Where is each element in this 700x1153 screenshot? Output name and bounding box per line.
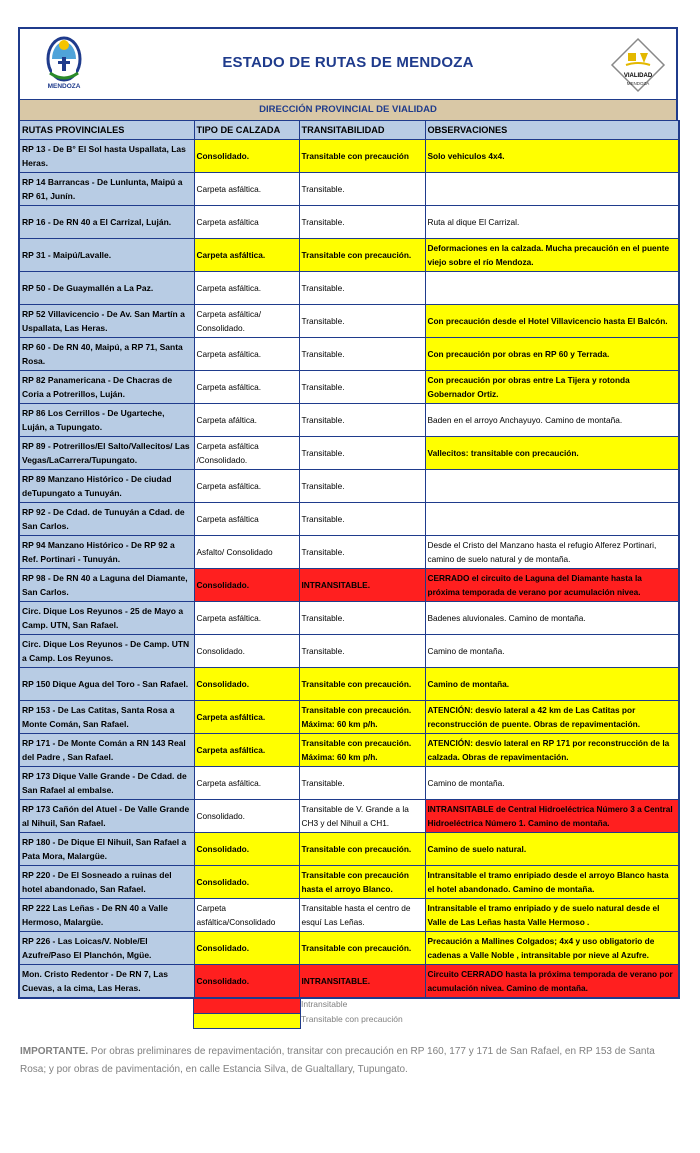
traffic-status-cell: Transitable. <box>299 767 425 800</box>
observations-cell: Camino de montaña. <box>425 767 679 800</box>
table-row <box>19 404 679 437</box>
route-name-cell: RP 86 Los Cerrillos - De Ugarteche, Luján, a Tupungato. <box>19 404 194 437</box>
route-name-cell: RP 171 - De Monte Comán a RN 143 Real del Padre , San Rafael. <box>19 734 194 767</box>
surface-type-cell: Carpeta asfáltica. <box>194 602 299 635</box>
surface-type-cell: Carpeta asfáltica. <box>194 173 299 206</box>
route-name-cell: RP 180 - De Dique El Nihuil, San Rafael a Pata Mora, Malargüe. <box>19 833 194 866</box>
route-name-cell: Mon. Cristo Redentor - De RN 7, Las Cuevas, a la cima, Las Heras. <box>19 965 194 998</box>
legend-swatch-red <box>193 998 301 1014</box>
table-header-row <box>19 121 679 140</box>
observations-cell: Ruta al dique El Carrizal. <box>425 206 679 239</box>
route-name-cell: RP 89 - Potrerillos/El Salto/Vallecitos/ Las Vegas/LaCarrera/Tupungato. <box>19 437 194 470</box>
route-name-cell: RP 150 Dique Agua del Toro - San Rafael. <box>19 668 194 701</box>
observations-cell: Circuito CERRADO hasta la próxima temporada de verano por acumulación nivea. Camino de montaña. <box>425 965 679 998</box>
observations-cell: INTRANSITABLE de Central Hidroeléctrica Número 3 a Central Hidroeléctrica Número 1. Camino de montaña. <box>425 800 679 833</box>
table-row <box>19 569 679 602</box>
vialidad-logo-subcaption: MENDOZA <box>626 81 650 86</box>
surface-type-cell: Asfalto/ Consolidado <box>194 536 299 569</box>
table-row <box>19 602 679 635</box>
traffic-status-cell: Transitable. <box>299 338 425 371</box>
surface-type-cell: Carpeta asfáltica <box>194 503 299 536</box>
observations-cell: Camino de montaña. <box>425 635 679 668</box>
surface-type-cell: Carpeta asfáltica. <box>194 470 299 503</box>
route-name-cell: RP 222 Las Leñas - De RN 40 a Valle Hermoso, Malargüe. <box>19 899 194 932</box>
table-row <box>19 899 679 932</box>
traffic-status-cell: Transitable. <box>299 272 425 305</box>
surface-type-cell: Carpeta asfáltica /Consolidado. <box>194 437 299 470</box>
observations-cell: Con precaución desde el Hotel Villavicencio hasta El Balcón. <box>425 305 679 338</box>
table-row <box>19 932 679 965</box>
route-name-cell: Circ. Dique Los Reyunos - 25 de Mayo a Camp. UTN, San Rafael. <box>19 602 194 635</box>
traffic-status-cell: Transitable. <box>299 437 425 470</box>
vialidad-logo <box>610 37 666 93</box>
table-row <box>19 866 679 899</box>
traffic-status-cell: Transitable. <box>299 602 425 635</box>
traffic-status-cell: Transitable con precaución hasta el arroyo Blanco. <box>299 866 425 899</box>
surface-type-cell: Carpeta asfáltica. <box>194 338 299 371</box>
route-name-cell: RP 52 Villavicencio - De Av. San Martín a Uspallata, Las Heras. <box>19 305 194 338</box>
surface-type-cell: Consolidado. <box>194 569 299 602</box>
surface-type-cell: Carpeta asfáltica. <box>194 734 299 767</box>
surface-type-cell: Consolidado. <box>194 965 299 998</box>
observations-cell: Con precaución por obras entre La Tijera y rotonda Gobernador Ortiz. <box>425 371 679 404</box>
route-name-cell: RP 13 - De B° El Sol hasta Uspallata, Las Heras. <box>19 140 194 173</box>
table-row <box>19 239 679 272</box>
route-name-cell: RP 98 - De RN 40 a Laguna del Diamante, San Carlos. <box>19 569 194 602</box>
route-name-cell: Circ. Dique Los Reyunos - De Camp. UTN a Camp. Los Reyunos. <box>19 635 194 668</box>
table-row <box>19 833 679 866</box>
observations-cell: ATENCIÓN: desvío lateral a 42 km de Las Catitas por reconstrucción de puente. Obras de repavimentación. <box>425 701 679 734</box>
legend-swatch-yellow <box>193 1013 301 1029</box>
route-name-cell: RP 173 Dique Valle Grande - De Cdad. de San Rafael al embalse. <box>19 767 194 800</box>
traffic-status-cell: Transitable con precaución. <box>299 239 425 272</box>
route-name-cell: RP 16 - De RN 40 a El Carrizal, Luján. <box>19 206 194 239</box>
traffic-status-cell: Transitable. <box>299 635 425 668</box>
route-name-cell: RP 31 - Maipú/Lavalle. <box>19 239 194 272</box>
traffic-status-cell: Transitable hasta el centro de esquí Las Leñas. <box>299 899 425 932</box>
table-row <box>19 767 679 800</box>
table-row <box>19 635 679 668</box>
observations-cell: Desde el Cristo del Manzano hasta el refugio Alferez Portinari, camino de suelo natural y de montaña. <box>425 536 679 569</box>
route-name-cell: RP 60 - De RN 40, Maipú, a RP 71, Santa Rosa. <box>19 338 194 371</box>
observations-cell: Precaución a Mallines Colgados; 4x4 y uso obligatorio de cadenas a Valle Noble , intransitable por nieve al Azufre. <box>425 932 679 965</box>
traffic-status-cell: Transitable. <box>299 470 425 503</box>
surface-type-cell: Consolidado. <box>194 635 299 668</box>
observations-cell: Camino de montaña. <box>425 668 679 701</box>
surface-type-cell: Carpeta afáltica. <box>194 404 299 437</box>
table-row <box>19 272 679 305</box>
table-row <box>19 173 679 206</box>
route-name-cell: RP 82 Panamericana - De Chacras de Coria a Potrerillos, Luján. <box>19 371 194 404</box>
legend-label: Intransitable <box>301 999 348 1009</box>
surface-type-cell: Consolidado. <box>194 932 299 965</box>
report-frame <box>18 27 678 999</box>
route-name-cell: RP 220 - De El Sosneado a ruinas del hotel abandonado, San Rafael. <box>19 866 194 899</box>
table-row <box>19 503 679 536</box>
surface-type-cell: Carpeta asfáltica/Consolidado <box>194 899 299 932</box>
surface-type-cell: Carpeta asfáltica. <box>194 701 299 734</box>
observations-cell: Con precaución por obras en RP 60 y Terrada. <box>425 338 679 371</box>
important-note-lead: IMPORTANTE. <box>20 1046 89 1057</box>
surface-type-cell: Consolidado. <box>194 800 299 833</box>
traffic-status-cell: Transitable con precaución. Máxima: 60 km p/h. <box>299 734 425 767</box>
important-note-text: Por obras preliminares de repavimentación, transitar con precaución en RP 160, 177 y 171 de San Rafael, en RP 153 de Santa Rosa; y por obras de pavimentación, en calle Estancia Silva, de Gualtallary, Tupungato. <box>20 1046 655 1075</box>
traffic-status-cell: Transitable. <box>299 404 425 437</box>
traffic-status-cell: Transitable. <box>299 305 425 338</box>
table-row <box>19 437 679 470</box>
route-name-cell: RP 153 - De Las Catitas, Santa Rosa a Monte Comán, San Rafael. <box>19 701 194 734</box>
surface-type-cell: Carpeta asfáltica. <box>194 767 299 800</box>
department-band: DIRECCIÓN PROVINCIAL DE VIALIDAD <box>18 100 678 120</box>
traffic-status-cell: Transitable de V. Grande a la CH3 y del Nihuil a CH1. <box>299 800 425 833</box>
surface-type-cell: Consolidado. <box>194 866 299 899</box>
traffic-status-cell: Transitable. <box>299 173 425 206</box>
table-row <box>19 470 679 503</box>
observations-cell: ATENCIÓN: desvío lateral en RP 171 por reconstrucción de la calzada. Obras de repavimentación. <box>425 734 679 767</box>
routes-table <box>18 120 680 999</box>
traffic-status-cell: Transitable. <box>299 206 425 239</box>
observations-cell: CERRADO el circuito de Laguna del Diamante hasta la próxima temporada de verano por acumulación nivea. <box>425 569 679 602</box>
surface-type-cell: Consolidado. <box>194 140 299 173</box>
report-header <box>18 27 678 100</box>
surface-type-cell: Carpeta asfáltica/ Consolidado. <box>194 305 299 338</box>
traffic-status-cell: Transitable con precaución <box>299 140 425 173</box>
observations-cell: Intransitable el tramo enripiado desde el arroyo Blanco hasta el hotel abandonado. Camino de montaña. <box>425 866 679 899</box>
surface-type-cell: Carpeta asfáltica. <box>194 371 299 404</box>
surface-type-cell: Consolidado. <box>194 833 299 866</box>
observations-cell: Intransitable el tramo enripiado y de suelo natural desde el Valle de Las Leñas hasta Valle Hermoso . <box>425 899 679 932</box>
observations-cell <box>425 470 679 503</box>
observations-cell: Vallecitos: transitable con precaución. <box>425 437 679 470</box>
page-title: ESTADO DE RUTAS DE MENDOZA <box>222 54 474 71</box>
surface-type-cell: Consolidado. <box>194 668 299 701</box>
observations-cell <box>425 272 679 305</box>
traffic-status-cell: Transitable. <box>299 536 425 569</box>
traffic-status-cell: Transitable con precaución. <box>299 833 425 866</box>
traffic-status-cell: INTRANSITABLE. <box>299 965 425 998</box>
traffic-status-cell: Transitable. <box>299 503 425 536</box>
table-row <box>19 371 679 404</box>
route-name-cell: RP 89 Manzano Histórico - De ciudad deTupungato a Tunuyán. <box>19 470 194 503</box>
observations-cell: Badenes aluvionales. Camino de montaña. <box>425 602 679 635</box>
table-row <box>19 305 679 338</box>
important-note <box>20 1043 680 1079</box>
column-header-routes: RUTAS PROVINCIALES <box>19 121 194 140</box>
column-header-notes: OBSERVACIONES <box>425 121 679 140</box>
vialidad-logo-caption: VIALIDAD <box>623 73 653 79</box>
route-name-cell: RP 226 - Las Loicas/V. Noble/El Azufre/Paso El Planchón, Mgüe. <box>19 932 194 965</box>
observations-cell <box>425 503 679 536</box>
observations-cell: Camino de suelo natural. <box>425 833 679 866</box>
surface-type-cell: Carpeta asfáltica. <box>194 272 299 305</box>
observations-cell: Baden en el arroyo Anchayuyo. Camino de montaña. <box>425 404 679 437</box>
mendoza-logo-caption: MENDOZA <box>47 83 81 90</box>
traffic-status-cell: Transitable con precaución. <box>299 668 425 701</box>
route-name-cell: RP 50 - De Guaymallén a La Paz. <box>19 272 194 305</box>
surface-type-cell: Carpeta asfáltica <box>194 206 299 239</box>
traffic-status-cell: Transitable. <box>299 371 425 404</box>
traffic-status-cell: INTRANSITABLE. <box>299 569 425 602</box>
traffic-status-cell: Transitable con precaución. <box>299 932 425 965</box>
legend-label: Transitable con precaución <box>301 1014 403 1024</box>
table-row <box>19 734 679 767</box>
route-name-cell: RP 92 - De Cdad. de Tunuyán a Cdad. de San Carlos. <box>19 503 194 536</box>
table-row <box>19 140 679 173</box>
table-row <box>19 668 679 701</box>
route-name-cell: RP 14 Barrancas - De Lunlunta, Maipú a RP 61, Junín. <box>19 173 194 206</box>
surface-type-cell: Carpeta asfáltica. <box>194 239 299 272</box>
traffic-status-cell: Transitable con precaución. Máxima: 60 km p/h. <box>299 701 425 734</box>
table-row <box>19 536 679 569</box>
table-row <box>19 701 679 734</box>
observations-cell: Solo vehiculos 4x4. <box>425 140 679 173</box>
route-name-cell: RP 173 Cañón del Atuel - De Valle Grande al Nihuil, San Rafael. <box>19 800 194 833</box>
table-row <box>19 206 679 239</box>
observations-cell <box>425 173 679 206</box>
table-row <box>19 800 679 833</box>
observations-cell: Deformaciones en la calzada. Mucha precaución en el puente viejo sobre el río Mendoza. <box>425 239 679 272</box>
table-row <box>19 965 679 998</box>
table-row <box>19 338 679 371</box>
routes-table-body <box>19 140 679 998</box>
column-header-traffic: TRANSITABILIDAD <box>299 121 425 140</box>
route-name-cell: RP 94 Manzano Histórico - De RP 92 a Ref. Portinari - Tunuyán. <box>19 536 194 569</box>
column-header-surface: TIPO DE CALZADA <box>194 121 299 140</box>
